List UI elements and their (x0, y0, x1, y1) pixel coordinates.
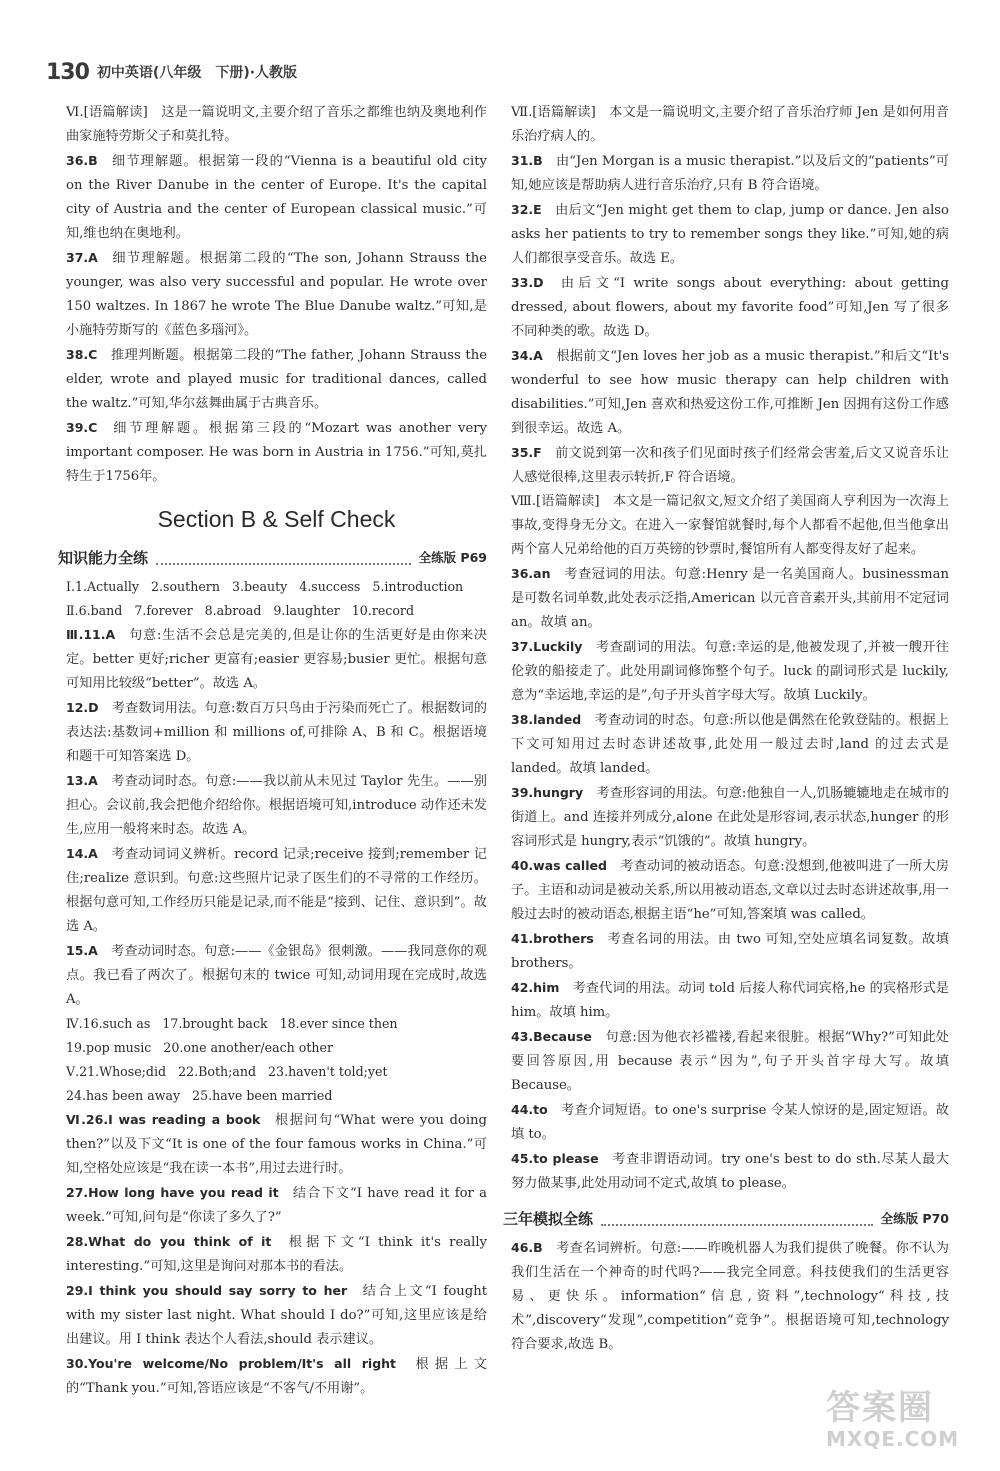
left-column (58, 101, 488, 1401)
question-number: 15.A (66, 943, 98, 958)
question-number: 36.B (66, 153, 98, 168)
answer-item (66, 1108, 487, 1181)
passage-intro: Ⅷ.[语篇解读] 本文是一篇记叙文,短文介绍了美国商人亨利因为一次海上事故,变得身无分文。在进入一家餐馆就餐时,每个人都看不起他,但当他拿出两个富人兄弟给他的百万英镑的钞票时,餐馆所有人都变得友好了起来。 (511, 494, 949, 557)
passage-intro: Ⅵ.[语篇解读] 这是一篇说明文,主要介绍了音乐之都维也纳及奥地利作曲家施特劳斯父子和莫扎特。 (66, 105, 487, 144)
short-answer: 9.laughter (273, 603, 340, 618)
short-answer: 10.record (351, 603, 415, 618)
answer-explanation: 细节理解题。根据第一段的“Vienna is a beautiful old city on the River Danube in the center of Europe. It's the capital city of Austria and the center of European classical music.”可知,维也纳在奥地利。 (66, 154, 487, 241)
answer-item (66, 1181, 487, 1230)
question-number: 44.to (511, 1102, 548, 1117)
answer-item (511, 149, 949, 198)
question-number: 38.landed (511, 712, 582, 727)
answer-item (511, 708, 949, 781)
answer-explanation: 考查动词词义辨析。record 记录;receive 接到;remember 记住;realize 意识到。句意:这些照片记录了医生们的不寻常的工作经历。根据句意可知,工作经历只能是记录,而不能是“接到、记住、意识到”。故选 A。 (66, 847, 487, 934)
practice-bar-title: 三年模拟全练 (503, 1210, 594, 1228)
question-number: 38.C (66, 347, 98, 362)
page-number: 130 (46, 60, 89, 85)
answer-row (66, 599, 487, 623)
short-answer: Ⅰ.1.Actually (66, 579, 139, 594)
answer-item (66, 769, 487, 842)
answer-list (66, 623, 487, 1012)
question-number: 43.Because (511, 1029, 592, 1044)
short-answer: 8.abroad (204, 603, 262, 618)
answer-item (66, 1279, 487, 1352)
question-number: 33.D (511, 275, 544, 290)
question-number: 37.A (66, 250, 98, 265)
answer-explanation: 根据问句“What were you doing then?”以及下文“It is one of the four famous works in China.”可知,空格处应该是“我在读一本书”,用过去进行时。 (66, 1113, 487, 1176)
answer-explanation: 考查数词用法。句意:数百万只鸟由于污染而死亡了。根据数词的表达法:基数词+million 和 millions of,可排除 A、B 和 C。根据语境和题干可知答案选 D。 (66, 701, 487, 764)
answer-explanation: 考查名词的用法。由 two 可知,空处应填名词复数。故填 brothers。 (511, 932, 949, 971)
answer-explanation: 根据前文“Jen loves her job as a music therapist.”和后文“It's wonderful to see how music therapy can help children with disabilities.”可知,Jen 喜欢和热爱这份工作,可推断 Jen 因拥有这份工作感到很幸运。故选 A。 (511, 349, 949, 436)
answer-item (511, 781, 949, 854)
answer-item (66, 623, 487, 696)
answer-item (66, 246, 487, 343)
passage-intro: Ⅶ.[语篇解读] 本文是一篇说明文,主要介绍了音乐治疗师 Jen 是如何用音乐治疗病人的。 (511, 105, 949, 144)
short-answer: 25.have been married (192, 1088, 333, 1103)
question-number: 40.was called (511, 858, 607, 873)
answer-explanation: 考查形容词的用法。句意:他独自一人,饥肠辘辘地走在城市的街道上。and 连接并列成分,alone 在此处是形容词,表示状态,hunger 的形容词形式是 hungry,表示“饥饿的”。故填 hungry。 (511, 786, 949, 849)
watermark-text: 答案圈 (826, 1388, 934, 1428)
answer-list (66, 1108, 487, 1401)
dotted-leader (601, 1212, 873, 1226)
answer-item (511, 927, 949, 976)
answer-list (511, 562, 949, 1196)
answer-explanation: 结合上文“I fought with my sister last night. What should I do?”可知,这里应该是给出建议。用 I think 表达个人看法,should 表示建议。 (66, 1284, 487, 1347)
short-answer: 2.southern (151, 579, 220, 594)
question-number: 30.You're welcome/No problem/It's all right (66, 1356, 397, 1371)
question-number: 39.C (66, 420, 98, 435)
answer-explanation: 结合下文“I have read it for a week.”可知,问句是“你读了多久了?” (66, 1186, 487, 1225)
question-number: 42.him (511, 980, 560, 995)
practice-bar-ref: 全练版 P69 (418, 550, 487, 565)
short-answer: 7.forever (134, 603, 193, 618)
answer-explanation: 根据上文的“Thank you.”可知,答语应该是“不客气/不用谢”。 (66, 1357, 487, 1396)
answer-list (511, 1236, 949, 1357)
answer-explanation: 考查动词时态。句意:——《金银岛》很刺激。——我同意你的观点。我已看了两次了。根据句末的 twice 可知,动词用现在完成时,故选 A。 (66, 944, 487, 1007)
answer-explanation: 考查名词辨析。句意:——昨晚机器人为我们提供了晚餐。你不认为我们生活在一个神奇的时代吗?——我完全同意。科技使我们的生活更容易、更快乐。information“信息,资料”,technology“科技,技术”,discovery“发现”,competition“竞争”。根据语境可知,technology 符合要求,故选 B。 (511, 1241, 949, 1352)
answer-item (511, 271, 949, 344)
watermark-logo (826, 1388, 976, 1468)
practice-bar (58, 545, 487, 571)
question-number: 39.hungry (511, 785, 584, 800)
question-number: 29.I think you should say sorry to her (66, 1283, 348, 1298)
answer-item (511, 854, 949, 927)
answer-explanation: 考查副词的用法。句意:幸运的是,他被发现了,并被一艘开往伦敦的船接走了。此处用副词修饰整个句子。luck 的副词形式是 luckily,意为“幸运地,幸运的是”,句子开头首字母大写。故填 Luckily。 (511, 640, 949, 703)
answer-explanation: 考查动词的被动语态。句意:没想到,他被叫进了一所大房子。主语和动词是被动关系,所以用被动语态,文章以过去时态讲述故事,用一般过去时的被动语态,根据主语“he”可知,答案填 was called。 (511, 859, 949, 922)
answer-item (511, 562, 949, 635)
answer-item (511, 1236, 949, 1357)
book-title: 初中英语(八年级 下册)·人教版 (96, 65, 298, 81)
answer-explanation: 细节理解题。根据第三段的“Mozart was another very important composer. He was born in Austria in 1756.”可知,莫扎特生于1756年。 (66, 421, 487, 484)
short-answer: 17.brought back (162, 1016, 268, 1031)
answer-item (66, 842, 487, 939)
page-header (46, 58, 297, 88)
answer-explanation: 考查动词时态。句意:——我以前从未见过 Taylor 先生。——别担心。会议前,我会把他介绍给你。根据语境可知,introduce 动作还未发生,应用一般将来时态。故选 A。 (66, 774, 487, 837)
question-number: 37.Luckily (511, 639, 583, 654)
answer-item (66, 416, 487, 489)
question-number: 45.to please (511, 1151, 599, 1166)
answer-item (66, 696, 487, 769)
watermark-url: MXQE.COM (826, 1427, 960, 1451)
short-answer: 24.has been away (66, 1088, 181, 1103)
right-column (503, 101, 950, 1357)
answer-explanation: 前文说到第一次和孩子们见面时孩子们经常会害羞,后文又说音乐让人感觉很棒,这里表示转折,F 符合语境。 (511, 446, 949, 485)
answer-explanation: 考查动词的时态。句意:所以他是偶然在伦敦登陆的。根据上下文可知用过去时态讲述故事,此处用一般过去时,land 的过去式是 landed。故填 landed。 (511, 713, 949, 776)
answer-item (511, 1147, 949, 1196)
answer-item (511, 1098, 949, 1147)
answer-row (66, 1012, 487, 1036)
answer-item (66, 149, 487, 246)
answer-row (66, 1084, 487, 1108)
answer-item (511, 635, 949, 708)
answer-item (511, 1025, 949, 1098)
question-number: 32.E (511, 202, 542, 217)
short-answer: 22.Both;and (178, 1064, 257, 1079)
question-number: 36.an (511, 566, 551, 581)
answer-item (66, 1230, 487, 1279)
short-answer: 4.success (299, 579, 361, 594)
practice-bar-ref: 全练版 P70 (880, 1211, 949, 1226)
answer-explanation: 根据下文“I think it's really interesting.”可知,这里是询问对那本书的看法。 (66, 1235, 488, 1274)
practice-bar-title: 知识能力全练 (58, 549, 149, 567)
question-number: 46.B (511, 1240, 543, 1255)
question-number: 27.How long have you read it (66, 1185, 279, 1200)
answer-explanation: 由后文“Jen might get them to clap, jump or dance. Jen also asks her patients to try to remember songs they like.”可知,她的病人们都很享受音乐。故选 E。 (511, 203, 949, 266)
answer-explanation: 细节理解题。根据第二段的“The son, Johann Strauss the younger, was also very successful and popular. He wrote over 150 waltzes. In 1867 he wrote The Blue Danube waltz.”可知,是小施特劳斯写的《蓝色多瑙河》。 (66, 251, 487, 338)
question-number: 34.A (511, 348, 543, 363)
answer-list (511, 149, 949, 490)
question-number: 14.A (66, 846, 98, 861)
answer-explanation: 句意:因为他衣衫褴褛,看起来很脏。根据“Why?”可知此处要回答原因,用 because 表示“因为”,句子开头首字母大写。故填 Because。 (511, 1030, 949, 1093)
question-number: 41.brothers (511, 931, 594, 946)
short-answer: Ⅳ.16.such as (66, 1016, 151, 1031)
answer-explanation: 推理判断题。根据第二段的“The father, Johann Strauss the elder, wrote and played music for traditional dances, called the waltz.”可知,华尔兹舞曲属于古典音乐。 (66, 348, 487, 411)
answer-item (511, 441, 949, 490)
answer-row (66, 1036, 487, 1060)
answer-item (66, 939, 487, 1012)
answer-explanation: 由“Jen Morgan is a music therapist.”以及后文的“patients”可知,她应该是帮助病人进行音乐治疗,只有 B 符合语境。 (511, 154, 949, 193)
question-number: 31.B (511, 153, 543, 168)
answer-row (66, 1060, 487, 1084)
short-answer: 5.introduction (372, 579, 464, 594)
answer-explanation: 考查介词短语。to one's surprise 令某人惊讶的是,固定短语。故填 to。 (511, 1103, 949, 1142)
question-number: 12.D (66, 700, 99, 715)
answer-item (66, 343, 487, 416)
answer-item (511, 344, 949, 441)
section-title: Section B & Self Check (157, 506, 396, 532)
answer-explanation: 句意:生活不会总是完美的,但是让你的生活更好是由你来决定。better 更好;richer 更富有;easier 更容易;busier 更忙。根据句意可知用比较级“better”。故选 A。 (66, 628, 487, 691)
question-number: Ⅲ.11.A (66, 627, 116, 642)
answer-list (66, 149, 487, 489)
dotted-leader (156, 551, 411, 565)
answer-item (511, 198, 949, 271)
answer-row (66, 575, 487, 599)
answer-item (511, 976, 949, 1025)
short-answer: Ⅴ.21.Whose;did (66, 1064, 167, 1079)
short-answer: 18.ever since then (279, 1016, 398, 1031)
answer-explanation: 考查非谓语动词。try one's best to do sth.尽某人最大努力做某事,此处用动词不定式,故填 to please。 (511, 1152, 950, 1191)
short-answer: 23.haven't told;yet (268, 1064, 388, 1079)
short-answer: 19.pop music (66, 1040, 152, 1055)
answer-explanation: 考查代词的用法。动词 told 后接人称代词宾格,he 的宾格形式是 him。故填 him。 (511, 981, 949, 1020)
short-answer: Ⅱ.6.band (66, 603, 123, 618)
question-number: 28.What do you think of it (66, 1234, 272, 1249)
answer-explanation: 考查冠词的用法。句意:Henry 是一名美国商人。businessman 是可数名词单数,此处表示泛指,American 以元音音素开头,其前用不定冠词 an。故填 an。 (511, 567, 949, 630)
practice-bar (503, 1206, 949, 1232)
answer-item (66, 1352, 487, 1401)
question-number: 35.F (511, 445, 542, 460)
question-number: 13.A (66, 773, 98, 788)
short-answer: 3.beauty (231, 579, 288, 594)
answer-explanation: 由后文“I write songs about everything: about getting dressed, about flowers, about my favorite food”可知,Jen 写了很多不同种类的歌。故选 D。 (511, 276, 949, 339)
short-answer: 20.one another/each other (163, 1040, 333, 1055)
question-number: Ⅵ.26.I was reading a book (66, 1112, 261, 1127)
